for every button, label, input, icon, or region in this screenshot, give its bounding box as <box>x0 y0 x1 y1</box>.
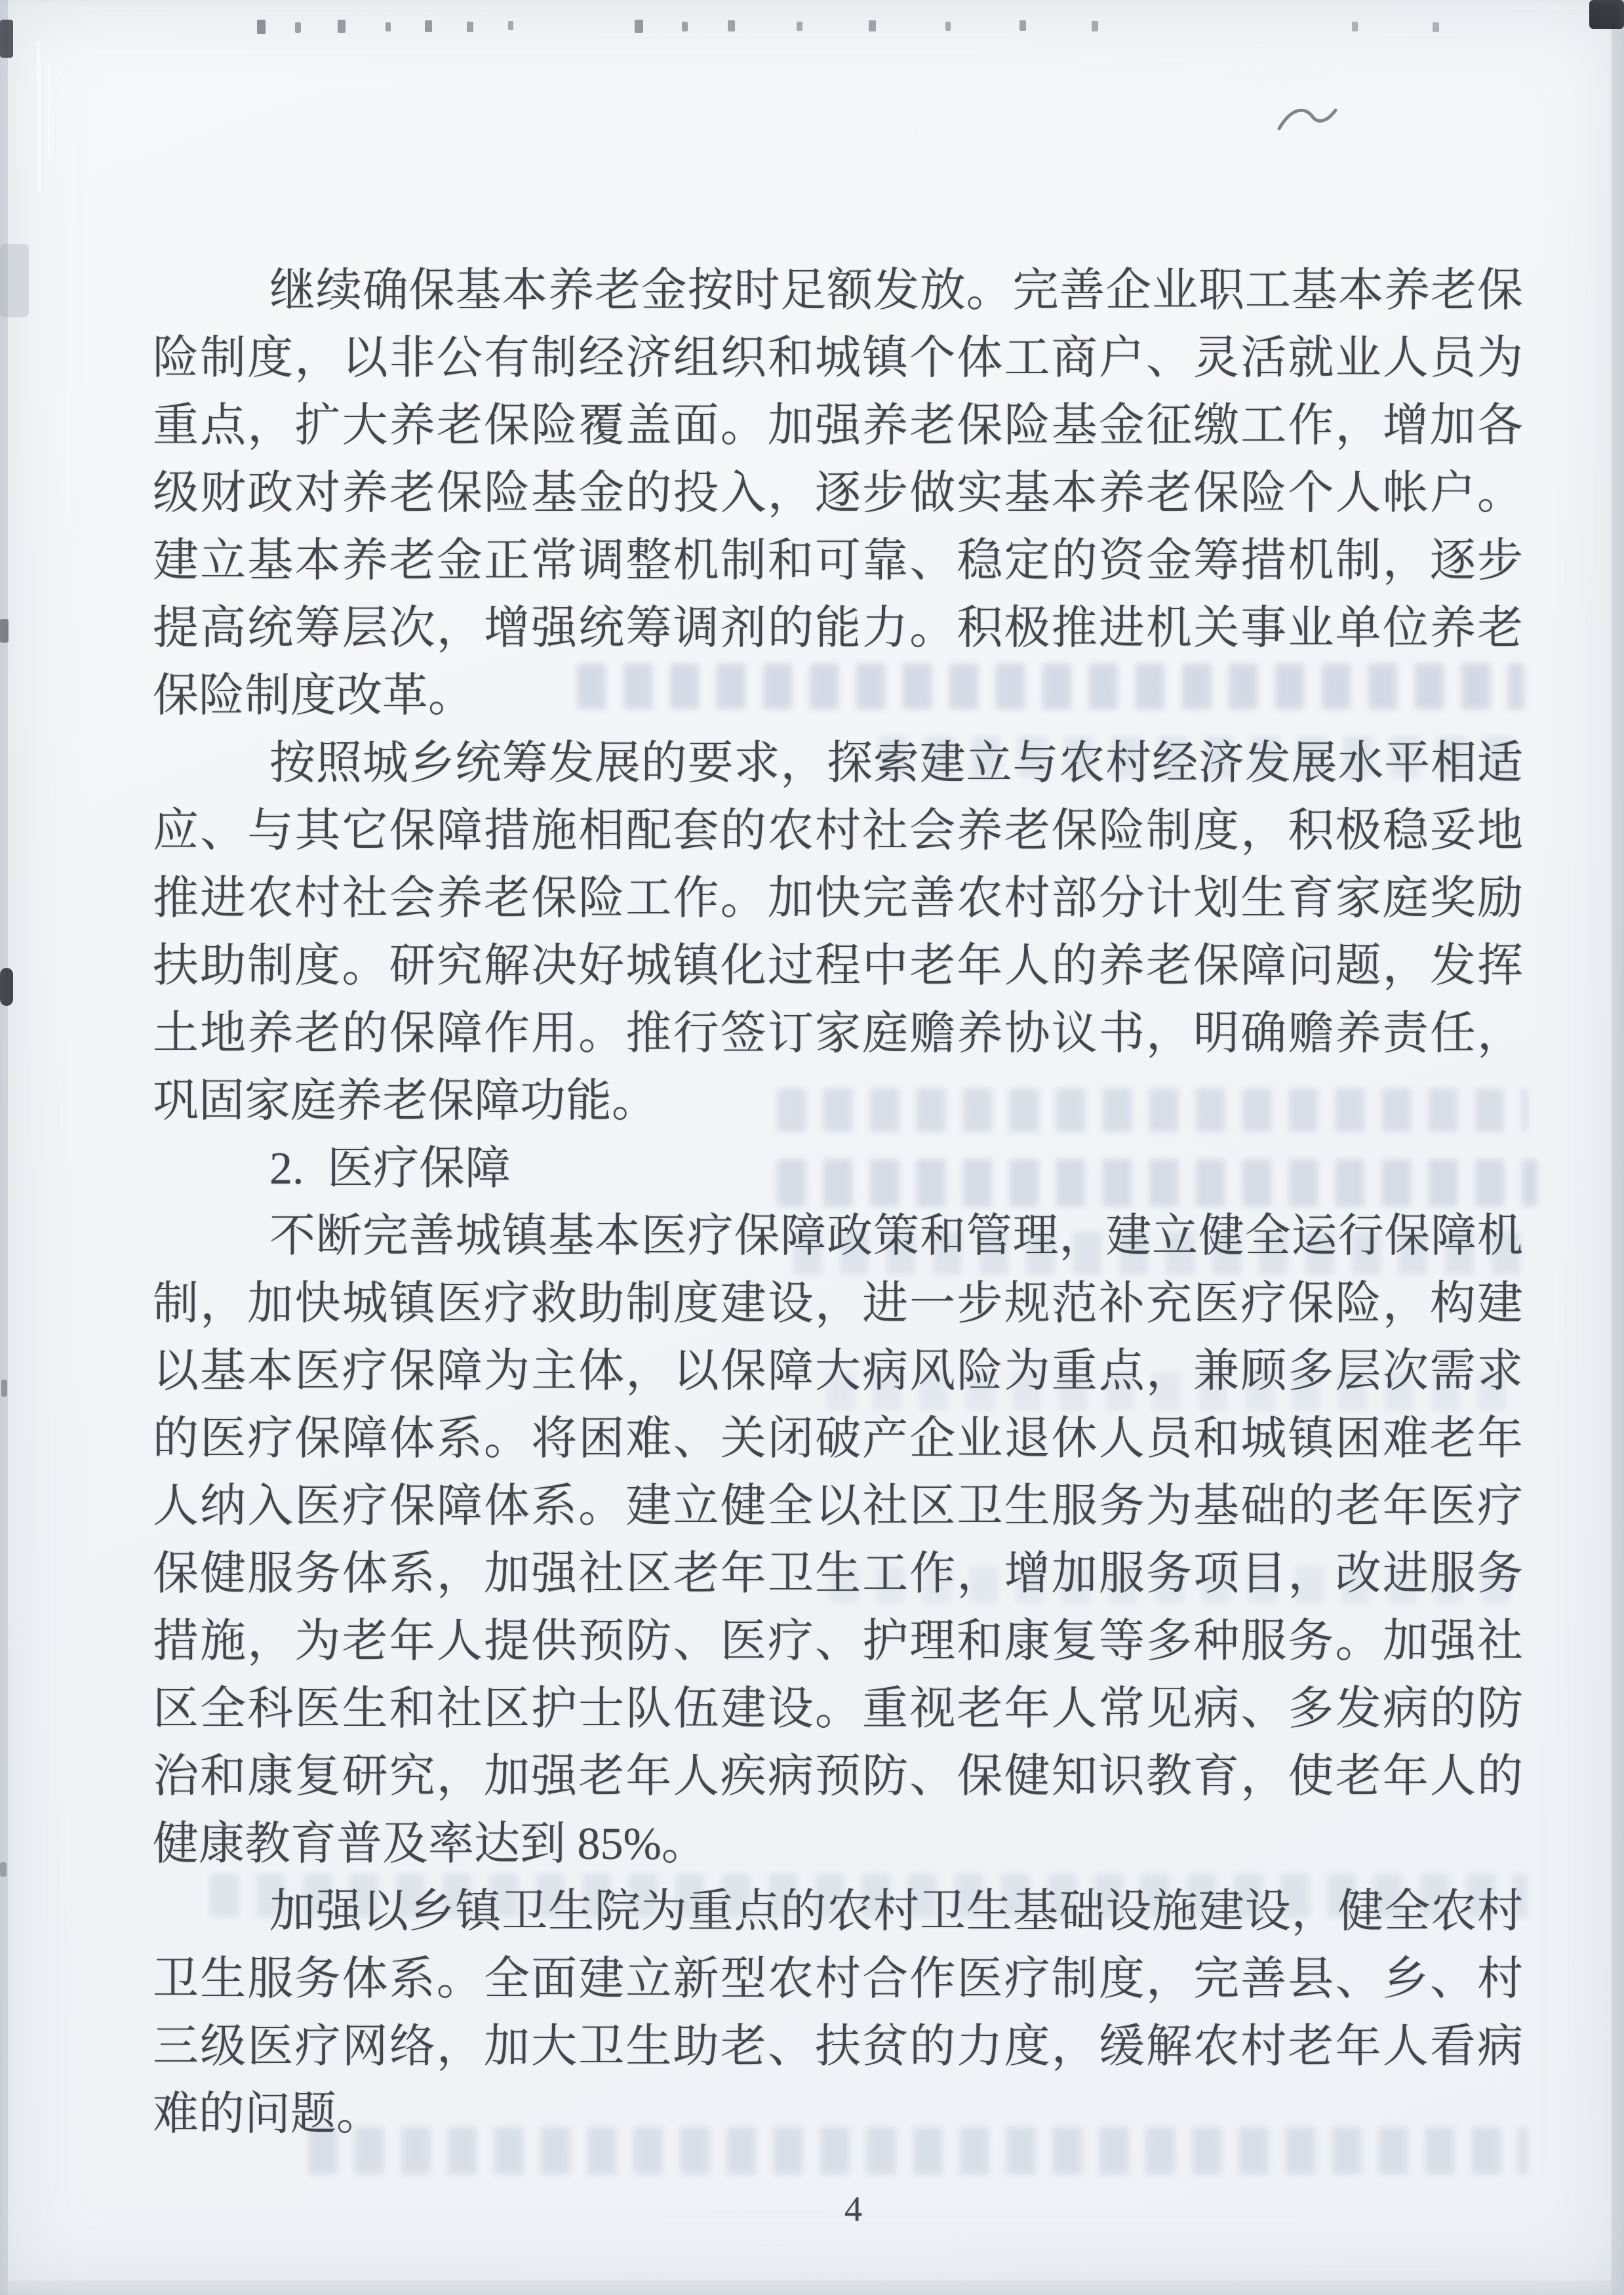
scan-artifact <box>0 20 13 58</box>
scan-artifact <box>797 22 802 31</box>
text-line: 重点，扩大养老保险覆盖面。加强养老保险基金征缴工作，增加各 <box>153 401 1523 451</box>
scan-artifact <box>508 21 513 30</box>
text-line: 不断完善城镇基本医疗保障政策和管理，建立健全运行保障机 <box>269 1211 1523 1262</box>
text-line: 级财政对养老保险基金的投入，逐步做实基本养老保险个人帐户。 <box>153 468 1523 519</box>
scan-artifact <box>0 1862 7 1877</box>
scan-artifact <box>48 60 50 159</box>
text-line: 健康教育普及率达到 85%。 <box>153 1819 707 1869</box>
scan-artifact <box>682 22 688 31</box>
text-line: 人纳入医疗保障体系。建立健全以社区卫生服务为基础的老年医疗 <box>153 1481 1523 1532</box>
pen-mark <box>1276 102 1339 139</box>
text-line: 治和康复研究，加强老年人疾病预防、保健知识教育，使老年人的 <box>153 1751 1523 1802</box>
text-line: 险制度，以非公有制经济组织和城镇个体工商户、灵活就业人员为 <box>153 333 1523 384</box>
text-line: 提高统筹层次，增强统筹调剂的能力。积极推进机关事业单位养老 <box>153 603 1523 654</box>
text-line: 以基本医疗保障为主体，以保障大病风险为重点，兼顾多层次需求 <box>153 1346 1523 1397</box>
scan-artifact <box>0 0 1624 9</box>
scan-artifact <box>1589 0 1624 29</box>
text-line: 区全科医生和社区护士队伍建设。重视老年人常见病、多发病的防 <box>153 1684 1523 1734</box>
scan-artifact <box>1092 21 1098 31</box>
text-line: 推进农村社会养老保险工作。加快完善农村部分计划生育家庭奖励 <box>153 873 1523 924</box>
scan-artifact <box>386 22 391 31</box>
scan-artifact <box>728 20 735 31</box>
text-line: 的医疗保障体系。将困难、关闭破产企业退休人员和城镇困难老年 <box>153 1414 1523 1464</box>
text-line: 措施，为老年人提供预防、医疗、护理和康复等多种服务。加强社 <box>153 1616 1523 1667</box>
scan-artifact <box>0 968 13 1006</box>
scan-artifact <box>1020 20 1026 31</box>
text-line: 制，加快城镇医疗救助制度建设，进一步规范补充医疗保险，构建 <box>153 1279 1523 1329</box>
scan-artifact <box>0 244 29 317</box>
text-line: 加强以乡镇卫生院为重点的农村卫生基础设施建设，健全农村 <box>269 1886 1523 1937</box>
scan-artifact <box>0 2281 1624 2295</box>
scan-artifact <box>0 619 9 643</box>
scan-artifact <box>425 20 432 32</box>
text-line: 按照城乡统筹发展的要求，探索建立与农村经济发展水平相适 <box>269 738 1523 789</box>
text-line: 扶助制度。研究解决好城镇化过程中老年人的养老保障问题，发挥 <box>153 941 1523 991</box>
text-line: 继续确保基本养老金按时足额发放。完善企业职工基本养老保 <box>269 266 1523 316</box>
document-text-block <box>153 257 1523 2148</box>
text-line: 建立基本养老金正常调整机制和可靠、稳定的资金筹措机制，逐步 <box>153 536 1523 586</box>
scan-artifact <box>635 20 643 33</box>
text-line: 三级医疗网络，加大卫生助老、扶贫的力度，缓解农村老年人看病 <box>153 2022 1523 2072</box>
scan-artifact <box>945 22 951 31</box>
scan-artifact <box>257 20 266 34</box>
scan-artifact <box>37 41 41 193</box>
text-line: 应、与其它保障措施相配套的农村社会养老保险制度，积极稳妥地 <box>153 806 1523 856</box>
text-line: 巩固家庭养老保障功能。 <box>153 1076 658 1127</box>
page-number: 4 <box>844 2189 862 2229</box>
scan-artifact <box>0 0 8 2295</box>
scan-artifact <box>1433 22 1439 32</box>
scan-artifact <box>467 22 473 32</box>
text-line: 保健服务体系，加强社区老年卫生工作，增加服务项目，改进服务 <box>153 1549 1523 1599</box>
section-heading: 2. 医疗保障 <box>269 1144 511 1194</box>
scan-artifact <box>1 1380 7 1397</box>
scan-artifact <box>1612 0 1624 2295</box>
text-line: 难的问题。 <box>153 2089 382 2140</box>
text-line: 卫生服务体系。全面建立新型农村合作医疗制度，完善县、乡、村 <box>153 1954 1523 2005</box>
scan-artifact <box>295 22 301 33</box>
scan-artifact <box>869 20 876 31</box>
scan-artifact <box>338 20 346 33</box>
text-line: 土地养老的保障作用。推行签订家庭赡养协议书，明确赡养责任， <box>153 1008 1523 1059</box>
text-line: 保险制度改革。 <box>153 671 474 721</box>
scan-artifact <box>1352 22 1358 31</box>
